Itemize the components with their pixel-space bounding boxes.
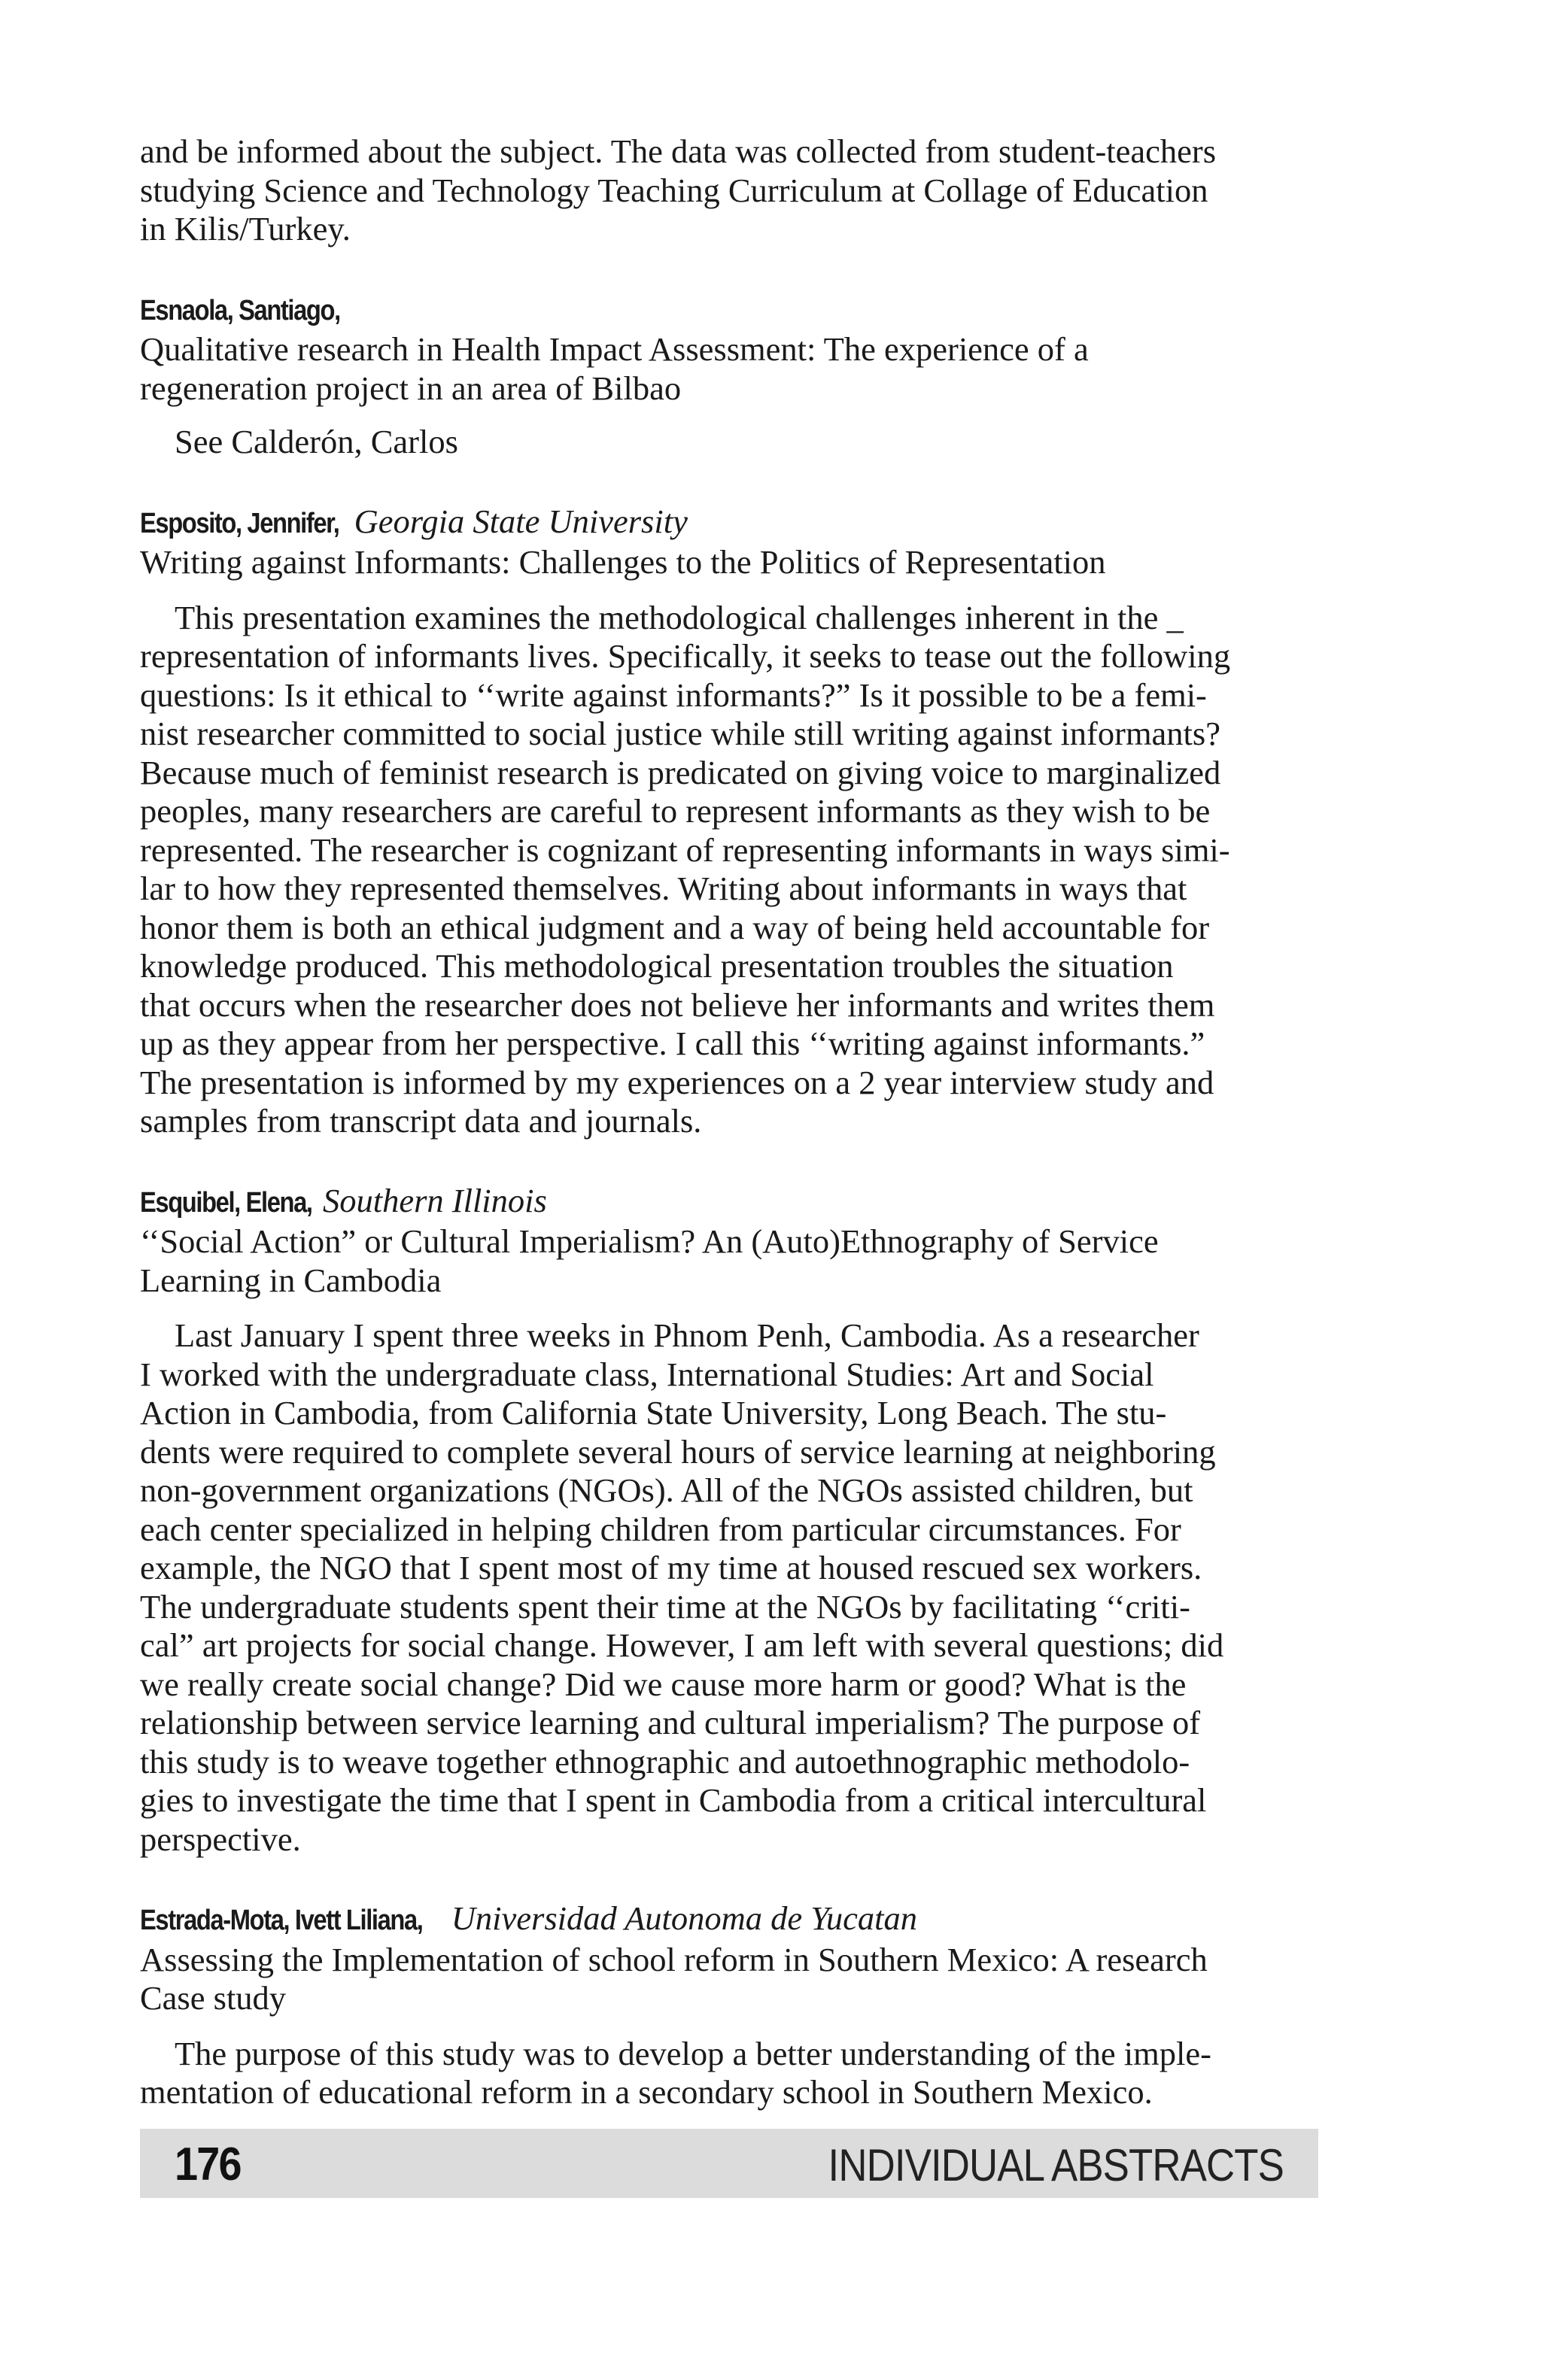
- abstract-entry-estrada-mota: [140, 1899, 1318, 2112]
- text-line: The undergraduate students spent their time at the NGOs by facilitating ‘‘criti-: [140, 1587, 1190, 1626]
- author-name: Esnaola, Santiago,: [140, 294, 340, 326]
- text-line: in Kilis/Turkey.: [140, 210, 351, 247]
- author-line: [140, 290, 1318, 331]
- abstract-body: [140, 2035, 1318, 2112]
- text-line: example, the NGO that I spent most of my time at housed rescued sex workers.: [140, 1549, 1202, 1586]
- text-line: Last January I spent three weeks in Phnom Penh, Cambodia. As a researcher: [175, 1316, 1199, 1354]
- intro-text: [140, 132, 1318, 249]
- text-line: we really create social change? Did we cause more harm or good? What is the: [140, 1665, 1187, 1703]
- title-line: Writing against Informants: Challenges to the Politics of Representation: [140, 543, 1106, 581]
- abstract-title: [140, 543, 1318, 582]
- abstract-entry-esnaola: [140, 290, 1318, 462]
- abstract-title: [140, 1941, 1318, 2018]
- author-name: Esquibel, Elena,: [140, 1186, 312, 1219]
- text-line: dents were required to complete several hours of service learning at neighboring: [140, 1432, 1216, 1471]
- section-title: INDIVIDUAL ABSTRACTS: [828, 2140, 1284, 2190]
- author-affiliation: Southern Illinois: [322, 1181, 547, 1219]
- text-line: gies to investigate the time that I spent in Cambodia from a critical intercultural: [140, 1781, 1207, 1819]
- author-affiliation: Georgia State University: [354, 502, 688, 540]
- text-line: knowledge produced. This methodological presentation troubles the situation: [140, 947, 1174, 985]
- title-line: Case study: [140, 1979, 287, 2017]
- title-line: Qualitative research in Health Impact Assessment: The experience of a: [140, 330, 1089, 368]
- title-line: Assessing the Implementation of school reform in Southern Mexico: A research: [140, 1940, 1208, 1978]
- title-line: Learning in Cambodia: [140, 1261, 442, 1299]
- text-line: studying Science and Technology Teaching Curriculum at Collage of Education: [140, 171, 1208, 209]
- text-line: peoples, many researchers are careful to represent informants as they wish to be: [140, 792, 1211, 830]
- author-line: [140, 1182, 1318, 1223]
- intro-paragraph: [140, 132, 1318, 249]
- author-name: Estrada-Mota, Ivett Liliana,: [140, 1905, 423, 1936]
- abstract-body: [140, 599, 1318, 1141]
- text-line: nist researcher committed to social justice while still writing against informants?: [140, 715, 1220, 752]
- text-line: up as they appear from her perspective. I call this ‘‘writing against informants.”: [140, 1025, 1205, 1062]
- abstract-title: [140, 330, 1318, 408]
- text-line: and be informed about the subject. The data was collected from student-teachers: [140, 132, 1217, 170]
- text-line: non-government organizations (NGOs). All of the NGOs assisted children, but: [140, 1471, 1193, 1509]
- text-line: samples from transcript data and journals.: [140, 1102, 702, 1140]
- text-line: represented. The researcher is cognizant of representing informants in ways simi-: [140, 830, 1230, 869]
- text-line: each center specialized in helping children from particular circumstances. For: [140, 1510, 1181, 1548]
- text-line: See Calderón, Carlos: [175, 423, 458, 460]
- text-line: that occurs when the researcher does not believe her informants and writes them: [140, 985, 1215, 1024]
- text-line: This presentation examines the methodological challenges inherent in the _: [175, 598, 1184, 636]
- page-number: 176: [175, 2139, 241, 2190]
- page-content: [140, 132, 1318, 2112]
- text-line: lar to how they represented themselves. Writing about informants in ways that: [140, 870, 1187, 907]
- abstract-body: [140, 423, 1318, 462]
- text-line: honor them is both an ethical judgment and a way of being held accountable for: [140, 908, 1210, 946]
- text-line: questions: Is it ethical to ‘‘write against informants?” Is it possible to be a femi-: [140, 675, 1207, 714]
- text-line: Because much of feminist research is predicated on giving voice to marginalized: [140, 753, 1221, 791]
- text-line: relationship between service learning and cultural imperialism? The purpose of: [140, 1704, 1201, 1741]
- text-line: The purpose of this study was to develop a better understanding of the imple-: [175, 2034, 1211, 2072]
- title-line: regeneration project in an area of Bilbao: [140, 369, 682, 407]
- abstract-entry-esposito: [140, 502, 1318, 1141]
- author-line: [140, 1899, 1318, 1941]
- abstract-title: [140, 1222, 1318, 1300]
- text-line: Action in Cambodia, from California State University, Long Beach. The stu-: [140, 1394, 1167, 1431]
- text-line: The presentation is informed by my experiences on a 2 year interview study and: [140, 1063, 1214, 1101]
- text-line: perspective.: [140, 1820, 301, 1858]
- page-footer: [140, 2129, 1318, 2198]
- author-name: Esposito, Jennifer,: [140, 507, 339, 539]
- title-line: ‘‘Social Action” or Cultural Imperialism? An (Auto)Ethnography of Service: [140, 1222, 1159, 1260]
- abstract-body: [140, 1316, 1318, 1859]
- author-affiliation: Universidad Autonoma de Yucatan: [451, 1899, 918, 1937]
- abstract-entry-esquibel: [140, 1182, 1318, 1859]
- text-line: this study is to weave together ethnographic and autoethnographic methodolo-: [140, 1742, 1190, 1780]
- text-line: mentation of educational reform in a secondary school in Southern Mexico.: [140, 2073, 1153, 2111]
- author-line: [140, 502, 1318, 544]
- text-line: I worked with the undergraduate class, International Studies: Art and Social: [140, 1355, 1154, 1393]
- text-line: representation of informants lives. Specifically, it seeks to tease out the following: [140, 637, 1231, 675]
- text-line: cal” art projects for social change. However, I am left with several questions; did: [140, 1626, 1224, 1664]
